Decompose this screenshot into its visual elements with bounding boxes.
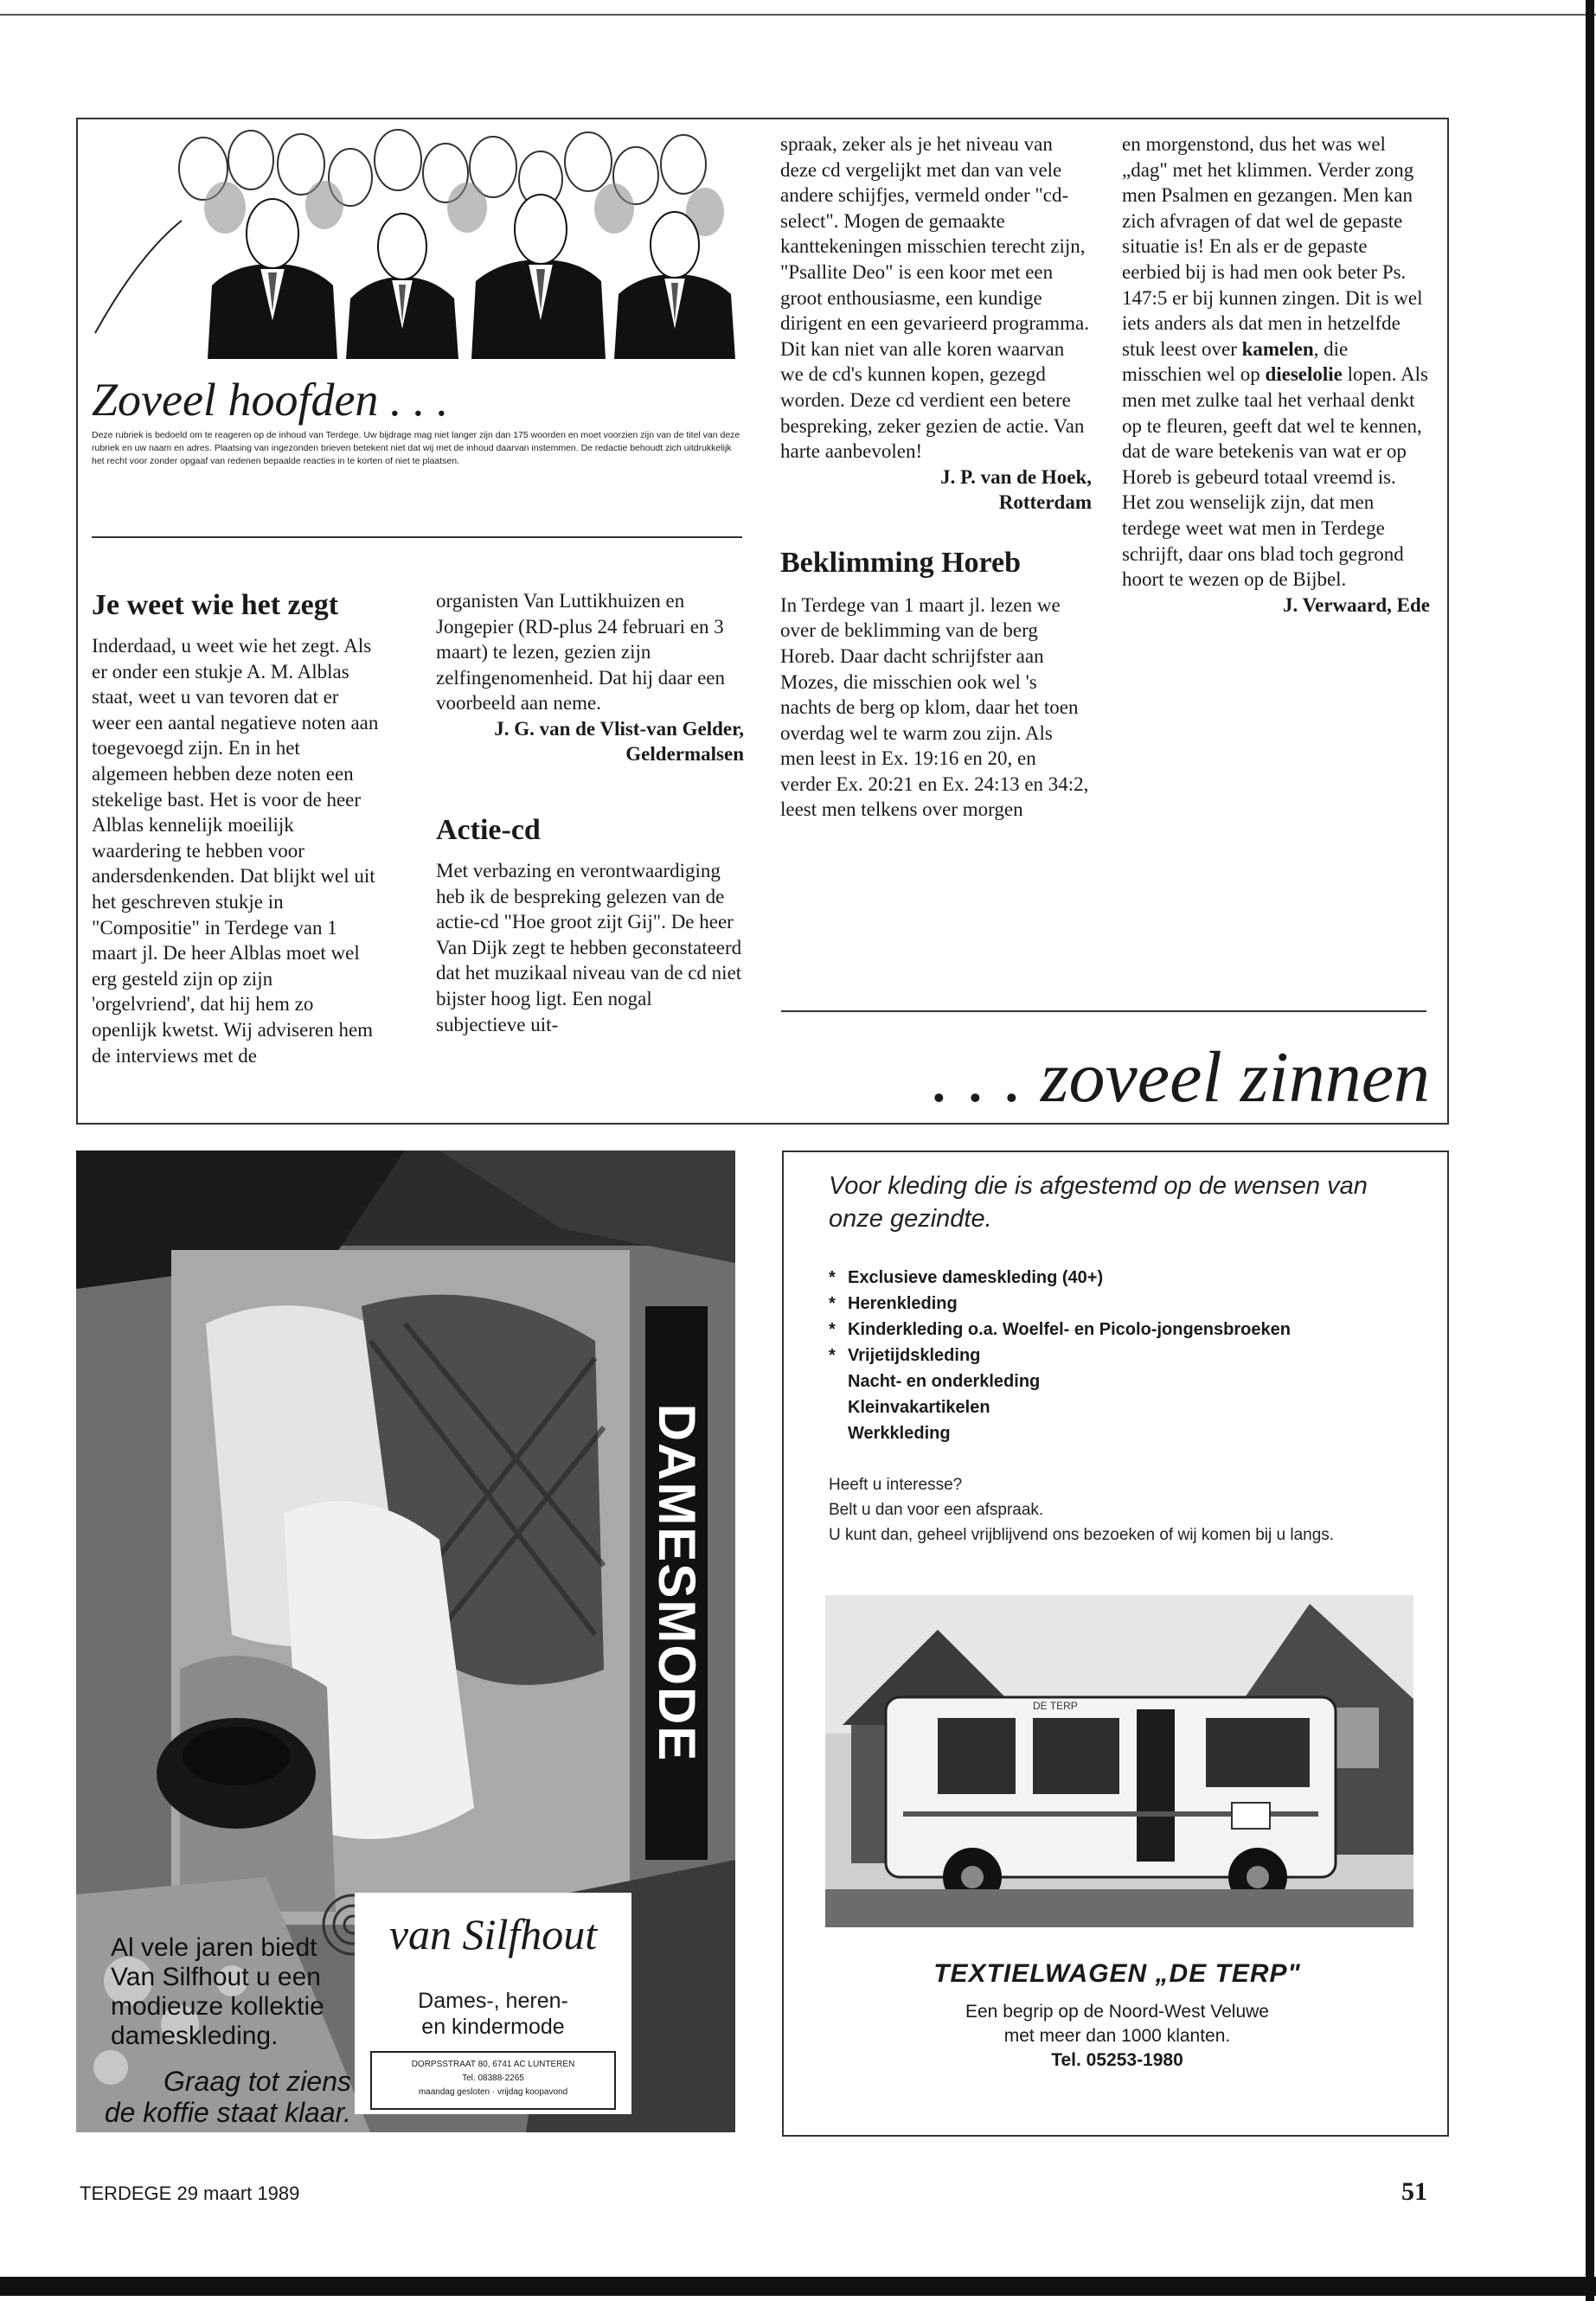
bullet: * [829,1268,836,1287]
page-number: 51 [1401,2177,1427,2206]
bullet: * [829,1294,836,1313]
product-label: Herenkleding [848,1294,958,1313]
letter-heading: Actie-cd [436,813,541,846]
product-label: Vrijetijdskleding [848,1346,981,1365]
letter-heading: Beklimming Horeb [780,546,1021,579]
slogan-line: de koffie staat klaar. [104,2097,351,2128]
shop-brand: van Silfhout [388,1910,598,1958]
shop-slogan [111,1933,353,2051]
letter-heading: Je weet wie het zegt [92,589,339,621]
section-title-end: . . . zoveel zinnen [931,1037,1430,1118]
slogan-line: Van Silfhout u een [111,1963,321,1991]
closing-rule [781,1010,1426,1012]
shop-address: DORPSSTRAAT 80, 6741 AC LUNTEREN [411,2060,575,2069]
section-intro: Deze rubriek is bedoeld om te reageren op de inhoud van Terdege. Uw bijdrage mag niet langer zijn dan 175 woorden en moet voorzien zijn van de titel van deze rubriek en uw naam en adres. Plaatsing van ingezonden brieven betekent niet dat wij met de inhoud daarvan instemmen. De redactie behoudt zich uitdrukkelijk het recht voor zonder opgaaf van redenen bepaalde reacties in te korten of niet te plaatsen. [92,430,740,466]
bus-photo [825,1595,1413,1927]
page-top-rule [0,14,1596,16]
letter-emphasis: dieselolie [1265,363,1343,386]
letter-body [1122,131,1430,490]
page-right-edge [1586,0,1594,2301]
slogan-line: Graag tot ziens [163,2066,351,2097]
product-item: Werkkleding [848,1424,951,1443]
shop-address-box [370,2051,616,2110]
contact-line: Belt u dan voor een afspraak. [829,1501,1044,1519]
slogan-line: modieuze kollektie [111,1992,324,2021]
letter-signature-name: J. P. van de Hoek, [940,465,1092,488]
letter-body-part: lopen. Als men met zulke taal het verhaal denkt op te fleuren, geeft dat wel te kennen, dat de ware betekenis van wat er op Horeb is gebeurd totaal vreemd is. [1122,363,1428,488]
product-item: Kleinvakartikelen [848,1398,990,1417]
footer-publication: TERDEGE 29 maart 1989 [80,2182,300,2204]
shop-card [355,1893,631,2114]
letter-column-1 [92,588,379,1068]
vertical-banner-text: DAMESMODE [648,1403,706,1763]
contact-line: U kunt dan, geheel vrijblijvend ons bezoeken of wij komen bij u langs. [829,1526,1335,1544]
product-item [829,1265,1434,1291]
product-item [829,1343,1434,1368]
letter-body: Inderdaad, u weet wie het zegt. Als er onder een stukje A. M. Alblas staat, weet u van tevoren dat er weer een aantal negatieve noten aan toegevoegd zijn. En in het algemeen hebben deze noten een stekelige bast. Het is voor de heer Alblas kennelijk moeilijk waardering te hebben voor andersdenkenden. Dat blijkt wel uit het geschreven stukje in "Compositie" in Terdege van 1 maart jl. De heer Alblas moet wel erg gesteld zijn op zijn 'orgelvriend', dat hij hem zo openlijk kwetst. Wij adviseren hem de interviews met de [92,635,379,1067]
shop-category-line-2: en kindermode [421,2015,565,2039]
intro-rule [92,536,742,538]
product-label: Kinderkleding o.a. Woelfel- en Picolo-jongensbroeken [848,1320,1291,1339]
letter-body: Het zou wenselijk zijn, dat men terdege weet wat men in Terdege schrijft, daar ons blad toch gegrond hoort te wezen op de Bijbel. [1122,491,1404,591]
fashion-advertisement [76,1150,735,2132]
textile-phone: Tel. 05253-1980 [1051,2050,1183,2070]
shop-phone: Tel. 08388-2265 [462,2073,524,2083]
letter-body-part: en morgenstond, dus het was wel „dag" met het klimmen. Verder zong men Psalmen en gezangen. Men kan zich afvragen of dat wel de gepaste situatie is! En als er de gepaste eerbied bij is had men ook beter Ps. 147:5 er bij kunnen zingen. Dit is wel iets anders als dat men in hetzelfde stuk leest over [1122,133,1423,360]
letter-body: organisten Van Luttikhuizen en Jongepier (RD-plus 24 februari en 3 maart) te lezen, gezien zijn zelfingenomenheid. Dat hij daar een voorbeeld aan neme. [436,590,725,715]
slogan-line: dameskleding. [111,2022,279,2050]
letter-signature: J. Verwaard, Ede [1283,593,1430,616]
vertical-banner [645,1306,708,1860]
product-list [829,1265,1434,1446]
product-item: Nacht- en onderkleding [848,1372,1041,1391]
slogan-closing [76,2066,351,2128]
product-label: Exclusieve dameskleding (40+) [848,1268,1104,1287]
heads-illustration [87,125,753,381]
textile-desc-line: met meer dan 1000 klanten. [1003,2026,1231,2046]
product-item [829,1317,1434,1343]
letter-signature-place: Rotterdam [998,490,1092,513]
textile-title: TEXTIELWAGEN „DE TERP" [933,1959,1301,1988]
letter-column-2 [436,588,744,1037]
textile-desc-line: Een begrip op de Noord-West Veluwe [965,2002,1269,2022]
letter-emphasis: kamelen [1241,337,1314,360]
slogan-line: Al vele jaren biedt [111,1933,317,1962]
textile-intro: Voor kleding die is afgestemd op de wensen van onze gezindte. [829,1172,1368,1233]
letter-signature-place: Geldermalsen [625,742,744,765]
contact-text [829,1472,1426,1548]
page-bottom-edge [0,2277,1596,2296]
contact-line: Heeft u interesse? [829,1476,963,1494]
product-item [829,1291,1434,1317]
letter-column-3 [780,131,1092,823]
letter-body: spraak, zeker als je het niveau van deze cd vergelijkt met dan van vele andere schijfjes, vermeld onder "cd-select". Mogen de gemaakte kanttekeningen misschien terecht zijn, "Psallite Deo" is een koor met een groot enthousiasme, een kundige dirigent en een gevarieerd programma. Dit kan niet van alle koren waarvan we de cd's kunnen kopen, gezegd worden. Deze cd verdient een betere bespreking, zeker gezien de actie. Van harte aanbevolen! [780,133,1089,463]
letter-body: Met verbazing en verontwaardiging heb ik de bespreking gelezen van de actie-cd "Hoe groot zijt Gij". De heer Van Dijk zegt te hebben geconstateerd dat het muzikaal niveau van de cd niet bijster hoog ligt. Een nogal subjectieve uit- [436,859,742,1035]
bullet: * [829,1320,836,1339]
letter-body: In Terdege van 1 maart jl. lezen we over de beklimming van de berg Horeb. Daar dacht schrijfster aan Mozes, die misschien ook wel 's nachts de berg op klom, daar het toen overdag wel te warm zou zijn. Als men leest in Ex. 19:16 en 20, en verder Ex. 20:21 en Ex. 24:13 en 34:2, leest men telkens over morgen [780,593,1089,821]
shop-hours: maandag gesloten · vrijdag koopavond [418,2087,568,2097]
section-title-start: Zoveel hoofden . . . [92,374,449,426]
bullet: * [829,1346,836,1365]
textile-advertisement [782,1150,1449,2137]
letter-column-4 [1122,131,1430,618]
letter-signature-name: J. G. van de Vlist-van Gelder, [494,717,744,740]
bus-sign-text: DE TERP [1033,1700,1078,1712]
letter-body-part: , die misschien wel op [1122,337,1349,386]
shop-category-line-1: Dames-, heren- [418,1989,568,2013]
textile-description [784,2000,1451,2073]
